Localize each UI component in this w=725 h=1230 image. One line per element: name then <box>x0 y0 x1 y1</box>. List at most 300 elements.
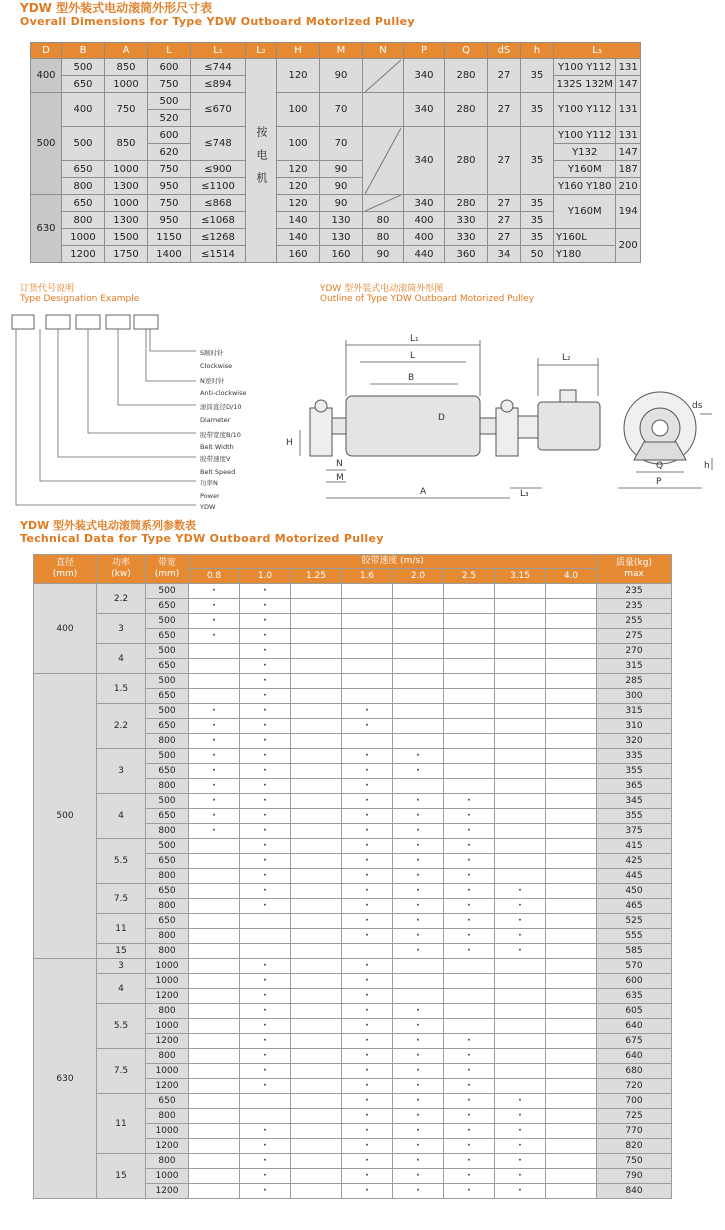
speed-cell <box>495 719 546 734</box>
label-ds: ds <box>692 401 703 411</box>
speed-cell: · <box>444 1154 495 1169</box>
dim-cell: 90 <box>320 178 363 195</box>
dim-cell: ≤868 <box>191 195 246 212</box>
speed-cell <box>495 629 546 644</box>
dim-cell: 1400 <box>148 246 191 263</box>
speed-cell <box>291 809 342 824</box>
dim-cell-empty <box>363 127 404 195</box>
speed-cell: · <box>240 644 291 659</box>
speed-cell <box>189 929 240 944</box>
speed-cell: · <box>342 1094 393 1109</box>
dim-cell: 131 <box>616 127 641 144</box>
speed-cell: · <box>240 1079 291 1094</box>
dim-cell: 1000 <box>105 161 148 178</box>
width-cell: 650 <box>146 809 189 824</box>
dim-cell: 330 <box>445 229 488 246</box>
speed-cell: · <box>342 1184 393 1199</box>
speed-cell <box>240 1109 291 1124</box>
dim-cell: Y100 Y112 <box>554 59 616 76</box>
speed-cell <box>444 734 495 749</box>
dim-cell: 147 <box>616 144 641 161</box>
dim-cell: 950 <box>148 178 191 195</box>
dim-cell: ≤1268 <box>191 229 246 246</box>
speed-cell: · <box>495 1139 546 1154</box>
dim-cell: 650 <box>62 195 105 212</box>
speed-cell: · <box>393 1169 444 1184</box>
speed-cell: · <box>444 914 495 929</box>
width-cell: 650 <box>146 659 189 674</box>
speed-cell: · <box>495 929 546 944</box>
speed-cell: · <box>393 824 444 839</box>
dim-cell: 27 <box>488 212 521 229</box>
speed-cell: · <box>495 944 546 959</box>
speed-cell: · <box>393 1109 444 1124</box>
dim-cell: Y132 <box>554 144 616 161</box>
dim-cell: 650 <box>62 76 105 93</box>
speed-cell <box>393 779 444 794</box>
speed-cell <box>342 614 393 629</box>
speed-cell <box>291 749 342 764</box>
speed-cell: · <box>240 1124 291 1139</box>
speed-cell <box>291 884 342 899</box>
power-cell: 7.5 <box>97 1049 146 1094</box>
speed-cell <box>342 599 393 614</box>
speed-cell <box>291 764 342 779</box>
speed-cell: · <box>393 944 444 959</box>
speed-cell <box>495 794 546 809</box>
dim-cell: 280 <box>445 127 488 195</box>
label-A: A <box>420 487 427 497</box>
speed-cell <box>546 1094 597 1109</box>
speed-cell <box>393 644 444 659</box>
speed-cell: · <box>393 929 444 944</box>
dim-cell: Y100 Y112 <box>554 93 616 127</box>
dim-cell: 70 <box>320 93 363 127</box>
speed-cell <box>393 614 444 629</box>
dim-cell: 120 <box>277 195 320 212</box>
speed-cell <box>189 1109 240 1124</box>
speed-cell <box>291 734 342 749</box>
designation-item: N逆时针 <box>200 377 225 385</box>
col-L: L <box>148 43 191 59</box>
speed-cell <box>546 959 597 974</box>
speed-cell <box>546 749 597 764</box>
speed-cell: · <box>189 734 240 749</box>
th-power-cn: 功率 <box>111 558 130 568</box>
speed-cell: · <box>342 704 393 719</box>
dim-cell: 280 <box>445 195 488 212</box>
speed-cell: · <box>342 989 393 1004</box>
col-N: N <box>363 43 404 59</box>
speed-cell: · <box>240 599 291 614</box>
width-cell: 1000 <box>146 1124 189 1139</box>
speed-cell: · <box>444 809 495 824</box>
dim-cell: 140 <box>277 229 320 246</box>
dim-cell: 120 <box>277 59 320 93</box>
speed-cell: · <box>393 1034 444 1049</box>
speed-cell <box>189 1019 240 1034</box>
technical-table <box>33 554 672 1199</box>
speed-cell: · <box>240 1034 291 1049</box>
speed-cell: · <box>393 839 444 854</box>
table-row <box>34 584 672 599</box>
speed-cell: · <box>240 674 291 689</box>
speed-cell: · <box>444 869 495 884</box>
technical-title-cn: YDW 型外装式电动滚筒系列参数表 <box>20 519 197 532</box>
speed-cell <box>342 659 393 674</box>
speed-cell <box>546 1124 597 1139</box>
speed-cell: · <box>495 914 546 929</box>
speed-cell: · <box>342 749 393 764</box>
width-cell: 1200 <box>146 1079 189 1094</box>
speed-cell <box>342 944 393 959</box>
dim-cell: Y100 Y112 <box>554 127 616 144</box>
mass-cell: 345 <box>597 794 672 809</box>
mass-cell: 570 <box>597 959 672 974</box>
table-row <box>34 959 672 974</box>
col-M: M <box>320 43 363 59</box>
speed-cell <box>291 869 342 884</box>
dim-cell: 600 <box>148 59 191 76</box>
table-row <box>34 944 672 959</box>
dim-cell: 34 <box>488 246 521 263</box>
dim-cell: 500 <box>148 93 191 110</box>
speed-cell <box>291 659 342 674</box>
speed-cell <box>546 599 597 614</box>
dim-cell: 160 <box>320 246 363 263</box>
label-M: M <box>336 473 344 483</box>
designation-item: Clockwise <box>200 362 233 370</box>
label-P: P <box>656 477 662 487</box>
speed-cell <box>291 794 342 809</box>
power-cell: 11 <box>97 914 146 944</box>
width-cell: 650 <box>146 719 189 734</box>
speed-cell <box>189 1169 240 1184</box>
width-cell: 1000 <box>146 959 189 974</box>
speed-cell <box>546 1154 597 1169</box>
speed-cell <box>546 689 597 704</box>
outline-title-cn: YDW 型外装式电动滚筒外形图 <box>320 284 444 294</box>
speed-cell <box>444 779 495 794</box>
width-cell: 800 <box>146 944 189 959</box>
dim-cell: 27 <box>488 195 521 212</box>
speed-cell <box>495 704 546 719</box>
speed-cell <box>189 1094 240 1109</box>
speed-cell: · <box>342 869 393 884</box>
power-cell: 4 <box>97 974 146 1004</box>
dim-cell: 750 <box>148 76 191 93</box>
speed-cell <box>495 674 546 689</box>
designation-item: 滚筒直径D/10 <box>200 403 242 411</box>
table-row <box>34 749 672 764</box>
dim-cell: 100 <box>277 93 320 127</box>
speed-cell <box>291 944 342 959</box>
speed-cell: · <box>342 1139 393 1154</box>
dim-cell: 194 <box>616 195 641 229</box>
mass-cell: 640 <box>597 1019 672 1034</box>
speed-cell <box>342 689 393 704</box>
speed-cell <box>393 974 444 989</box>
dim-l2-note <box>246 59 277 263</box>
speed-cell <box>291 689 342 704</box>
th-mass-en: max <box>624 569 644 579</box>
width-cell: 500 <box>146 674 189 689</box>
label-Q: Q <box>656 461 664 471</box>
col-L3: L₃ <box>554 43 641 59</box>
speed-cell: · <box>189 584 240 599</box>
speed-cell <box>189 944 240 959</box>
speed-cell <box>546 1049 597 1064</box>
table-row <box>34 914 672 929</box>
speed-cell <box>291 824 342 839</box>
power-cell: 3 <box>97 614 146 644</box>
speed-cell: · <box>240 629 291 644</box>
speed-cell: · <box>189 749 240 764</box>
speed-cell <box>393 734 444 749</box>
speed-cell <box>189 1124 240 1139</box>
dimensions-table <box>30 42 641 263</box>
speed-cell: · <box>444 1064 495 1079</box>
speed-cell <box>291 629 342 644</box>
width-cell: 1200 <box>146 1184 189 1199</box>
speed-cell <box>291 614 342 629</box>
speed-cell <box>495 824 546 839</box>
width-cell: 500 <box>146 584 189 599</box>
speed-cell <box>546 1064 597 1079</box>
speed-cell: · <box>342 764 393 779</box>
mass-cell: 315 <box>597 704 672 719</box>
dimensions-title-en: Overall Dimensions for Type YDW Outboard Motorized Pulley <box>20 14 415 28</box>
dim-cell: 330 <box>445 212 488 229</box>
speed-cell <box>291 1034 342 1049</box>
col-H: H <box>277 43 320 59</box>
mass-cell: 790 <box>597 1169 672 1184</box>
width-cell: 500 <box>146 704 189 719</box>
speed-cell <box>546 1139 597 1154</box>
speed-cell: · <box>495 1124 546 1139</box>
speed-cell <box>444 989 495 1004</box>
speed-cell: · <box>240 704 291 719</box>
label-h: h <box>704 461 710 471</box>
speed-cell: · <box>240 974 291 989</box>
designation-diagram <box>0 305 290 525</box>
speed-cell: · <box>240 1139 291 1154</box>
speed-cell: · <box>444 839 495 854</box>
width-cell: 650 <box>146 764 189 779</box>
speed-cell: · <box>342 884 393 899</box>
th-width-cn: 带宽 <box>157 558 176 568</box>
speed-cell: · <box>342 854 393 869</box>
dim-cell: Y180 <box>554 246 616 263</box>
speed-cell <box>189 689 240 704</box>
speed-cell <box>444 599 495 614</box>
mass-cell: 375 <box>597 824 672 839</box>
mass-cell: 355 <box>597 809 672 824</box>
table-row <box>34 674 672 689</box>
power-cell: 15 <box>97 944 146 959</box>
speed-cell <box>189 869 240 884</box>
designation-item: Power <box>200 492 220 500</box>
speed-cell: · <box>240 809 291 824</box>
speed-cell: · <box>444 1034 495 1049</box>
dim-cell: 132S 132M <box>554 76 616 93</box>
speed-cell <box>189 1064 240 1079</box>
mass-cell: 600 <box>597 974 672 989</box>
table-row <box>34 1004 672 1019</box>
speed-cell: · <box>342 779 393 794</box>
th-width <box>146 555 189 584</box>
speed-cell <box>495 614 546 629</box>
table-row <box>34 704 672 719</box>
th-speed-value: 1.6 <box>342 569 393 584</box>
mass-cell: 750 <box>597 1154 672 1169</box>
dim-cell: Y160M <box>554 161 616 178</box>
speed-cell: · <box>342 1049 393 1064</box>
speed-cell <box>291 974 342 989</box>
dim-cell: ≤670 <box>191 93 246 127</box>
speed-cell <box>393 704 444 719</box>
speed-cell: · <box>189 764 240 779</box>
speed-cell: · <box>342 839 393 854</box>
speed-cell <box>546 914 597 929</box>
speed-cell: · <box>495 884 546 899</box>
speed-cell: · <box>393 854 444 869</box>
speed-cell <box>546 1019 597 1034</box>
speed-cell <box>291 929 342 944</box>
dim-cell: 520 <box>148 110 191 127</box>
speed-cell <box>291 1064 342 1079</box>
speed-cell <box>291 959 342 974</box>
speed-cell <box>444 659 495 674</box>
table-row <box>34 644 672 659</box>
width-cell: 500 <box>146 614 189 629</box>
dim-cell: ≤900 <box>191 161 246 178</box>
speed-cell: · <box>240 854 291 869</box>
width-cell: 1200 <box>146 1139 189 1154</box>
col-B: B <box>62 43 105 59</box>
dim-cell: 750 <box>148 195 191 212</box>
mass-cell: 235 <box>597 584 672 599</box>
dim-cell: 90 <box>320 59 363 93</box>
speed-cell: · <box>240 1169 291 1184</box>
table-row <box>34 1094 672 1109</box>
speed-cell: · <box>444 824 495 839</box>
speed-cell <box>495 764 546 779</box>
speed-cell <box>444 674 495 689</box>
speed-cell <box>393 959 444 974</box>
dim-cell: 90 <box>320 195 363 212</box>
speed-cell: · <box>189 809 240 824</box>
speed-cell: · <box>240 1004 291 1019</box>
speed-cell <box>546 644 597 659</box>
dim-cell: 80 <box>363 212 404 229</box>
speed-cell: · <box>393 1094 444 1109</box>
speed-cell <box>342 584 393 599</box>
speed-cell: · <box>240 884 291 899</box>
speed-cell: · <box>189 629 240 644</box>
speed-cell: · <box>444 1079 495 1094</box>
speed-cell: · <box>393 1079 444 1094</box>
speed-cell <box>546 1169 597 1184</box>
speed-cell: · <box>393 914 444 929</box>
speed-cell <box>546 809 597 824</box>
dim-cell: 130 <box>320 212 363 229</box>
speed-cell: · <box>240 719 291 734</box>
power-cell: 15 <box>97 1154 146 1199</box>
speed-cell <box>546 1004 597 1019</box>
speed-cell: · <box>342 1154 393 1169</box>
outline-title <box>320 284 534 305</box>
speed-cell <box>546 944 597 959</box>
th-power <box>97 555 146 584</box>
speed-cell: · <box>240 764 291 779</box>
dim-cell: 800 <box>62 178 105 195</box>
designation-title-en: Type Designation Example <box>20 294 140 305</box>
speed-cell <box>291 599 342 614</box>
speed-cell: · <box>444 1184 495 1199</box>
speed-cell <box>393 989 444 1004</box>
mass-cell: 450 <box>597 884 672 899</box>
designation-item: YDW <box>200 503 216 511</box>
speed-cell: · <box>342 719 393 734</box>
designation-title-cn: 订货代号说明 <box>20 284 75 294</box>
speed-cell <box>291 779 342 794</box>
mass-cell: 635 <box>597 989 672 1004</box>
width-cell: 800 <box>146 1049 189 1064</box>
mass-cell: 465 <box>597 899 672 914</box>
speed-cell: · <box>240 584 291 599</box>
th-diameter-en: (mm) <box>52 569 78 579</box>
mass-cell: 770 <box>597 1124 672 1139</box>
speed-cell: · <box>240 959 291 974</box>
designation-title <box>20 284 139 305</box>
dim-cell: 160 <box>277 246 320 263</box>
dim-cell: 120 <box>277 161 320 178</box>
width-cell: 1200 <box>146 1034 189 1049</box>
th-speed-value: 1.25 <box>291 569 342 584</box>
mass-cell: 585 <box>597 944 672 959</box>
speed-cell <box>495 1064 546 1079</box>
speed-cell <box>291 1139 342 1154</box>
dim-cell: 850 <box>105 59 148 76</box>
speed-cell <box>495 809 546 824</box>
designation-item: 胶带速度V <box>200 455 231 463</box>
dim-cell: 1150 <box>148 229 191 246</box>
table-row <box>34 1154 672 1169</box>
speed-cell <box>495 689 546 704</box>
speed-cell <box>546 1034 597 1049</box>
mass-cell: 425 <box>597 854 672 869</box>
mass-cell: 675 <box>597 1034 672 1049</box>
speed-cell <box>291 1079 342 1094</box>
speed-cell <box>495 749 546 764</box>
width-cell: 800 <box>146 1154 189 1169</box>
table-row <box>34 884 672 899</box>
mass-cell: 640 <box>597 1049 672 1064</box>
speed-cell <box>546 884 597 899</box>
speed-cell: · <box>495 1154 546 1169</box>
mass-cell: 275 <box>597 629 672 644</box>
col-A: A <box>105 43 148 59</box>
col-P: P <box>404 43 445 59</box>
speed-cell <box>393 689 444 704</box>
designation-item: 功率N <box>200 479 218 487</box>
mass-cell: 315 <box>597 659 672 674</box>
speed-cell: · <box>444 929 495 944</box>
speed-cell: · <box>240 1154 291 1169</box>
width-cell: 500 <box>146 794 189 809</box>
speed-cell <box>291 1094 342 1109</box>
